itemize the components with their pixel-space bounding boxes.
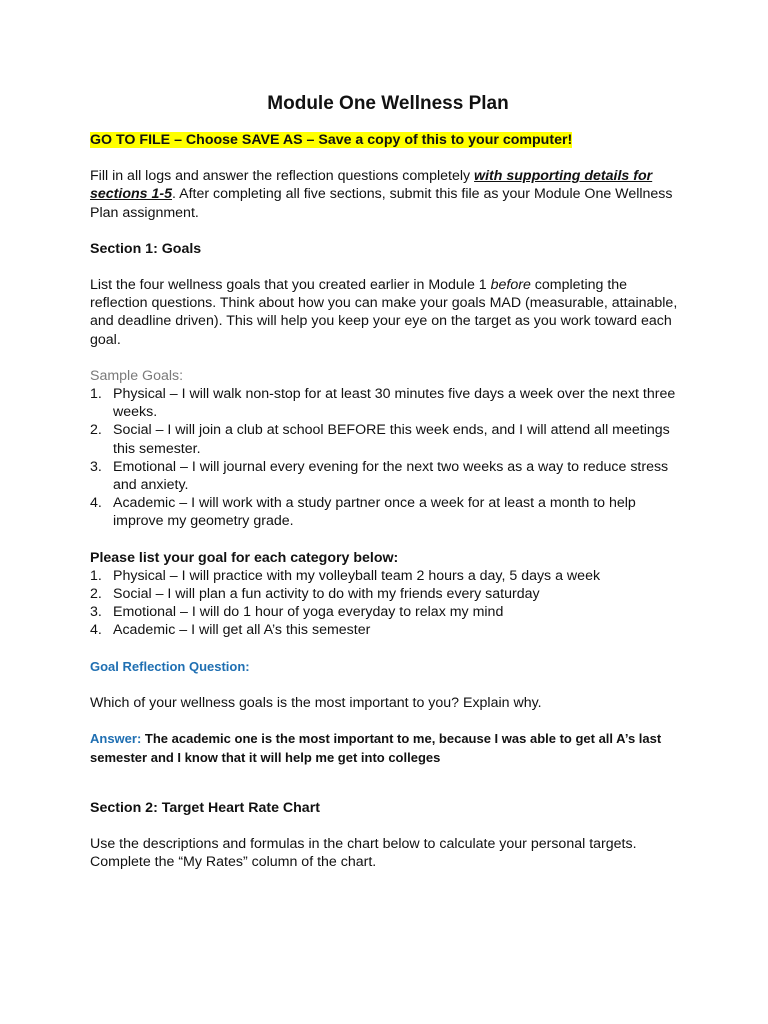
my-goals-heading: Please list your goal for each category below: [90,549,399,566]
section1-instructions-part1: List the four wellness goals that you created earlier in Module 1 [90,277,491,294]
section2-instructions: Use the descriptions and formulas in the chart below to calculate your personal targets. Complete the “My Rates” column of the chart. [90,836,637,871]
list-text: Physical – I will walk non-stop for at least 30 minutes five days a week over the next three weeks. [113,386,676,421]
section2-heading: Section 2: Target Heart Rate Chart [90,800,320,817]
list-text: Social – I will join a club at school BEFORE this week ends, and I will attend all meetings this semester. [113,422,670,457]
list-item [90,585,680,603]
section1-instructions-italic: before [490,277,531,294]
list-number: 4. [90,495,102,512]
sample-goals-list [90,385,680,531]
list-text: Social – I will plan a fun activity to do with my friends every saturday [113,586,540,603]
list-number: 3. [90,604,102,621]
intro-part2: . After completing all five sections, submit this file as your Module One Wellness Plan assignment. [90,186,673,221]
list-item [90,603,680,621]
list-text: Emotional – I will do 1 hour of yoga everyday to relax my mind [113,604,504,621]
list-number: 1. [90,567,102,584]
goal-reflection-answer [90,730,680,767]
list-item [90,458,680,494]
intro-emphasis: with supporting details for sections 1-5 [90,168,653,203]
intro-paragraph [90,167,680,222]
section1-heading: Section 1: Goals [90,240,202,257]
save-instruction [90,131,680,149]
list-number: 3. [90,458,102,475]
list-number: 4. [90,622,102,639]
document-body [90,92,680,872]
list-text: Physical – I will practice with my volleyball team 2 hours a day, 5 days a week [113,567,601,584]
list-number: 2. [90,422,102,439]
document-title: Module One Wellness Plan [267,93,509,114]
list-text: Academic – I will work with a study partner once a week for at least a month to help improve my geometry grade. [113,495,636,530]
answer-text: The academic one is the most important to me, because I was able to get all A’s last semester and I know that it will help me get into colleges [90,731,662,765]
list-item [90,385,680,421]
list-number: 2. [90,586,102,603]
my-goals-list [90,567,680,640]
sample-goals-label: Sample Goals: [90,367,184,384]
intro-part1: Fill in all logs and answer the reflection questions completely [90,168,475,185]
list-text: Academic – I will get all A’s this semester [113,622,371,639]
answer-label: Answer: [90,731,142,747]
goal-reflection-question: Which of your wellness goals is the most important to you? Explain why. [90,694,542,711]
list-text: Emotional – I will journal every evening for the next two weeks as a way to reduce stress and anxiety. [113,458,669,494]
list-number: 1. [90,386,102,403]
save-instruction-text: GO TO FILE – Choose SAVE AS – Save a copy of this to your computer! [90,132,573,148]
list-item [90,421,680,457]
section1-instructions-part2: completing the reflection questions. Think about how you can make your goals MAD (measurable, attainable, and deadline driven). This will help you keep your eye on the target as you work toward each goal. [90,277,678,348]
goal-reflection-label: Goal Reflection Question: [90,658,250,674]
list-item [90,567,680,585]
list-item [90,494,680,530]
list-item [90,621,680,639]
section1-instructions [90,276,680,349]
